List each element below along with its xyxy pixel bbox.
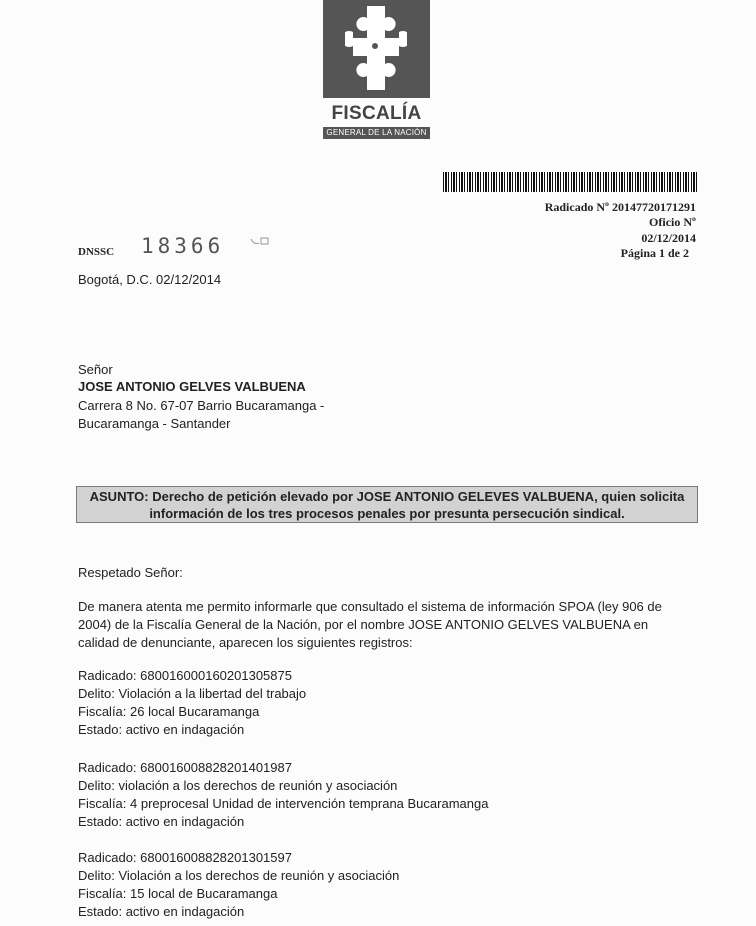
recipient-address-line1: Carrera 8 No. 67-07 Barrio Bucaramanga - (78, 398, 325, 413)
record-delito: Delito: Violación a la libertad del trabajo (78, 686, 307, 701)
record-2 (78, 759, 488, 831)
record-estado: Estado: activo en indagación (78, 904, 245, 919)
recipient-name: JOSE ANTONIO GELVES VALBUENA (78, 379, 306, 394)
record-estado: Estado: activo en indagación (78, 814, 245, 829)
city-date: Bogotá, D.C. 02/12/2014 (78, 272, 222, 287)
logo-wordmark: FISCALÍA (331, 103, 422, 124)
intro-paragraph (78, 598, 698, 652)
record-3 (78, 849, 399, 921)
record-radicado: Radicado: 680016008828201301597 (78, 850, 292, 865)
record-delito: Delito: violación a los derechos de reunión y asociación (78, 778, 398, 793)
record-radicado: Radicado: 680016008828201401987 (78, 760, 292, 775)
intro-line2: 2004) de la Fiscalía General de la Nación, por el nombre JOSE ANTONIO GELVES VALBUENA en (78, 617, 649, 632)
intro-line3: calidad de denunciante, aparecen los siguientes registros: (78, 635, 413, 650)
record-fiscalia: Fiscalía: 26 local Bucaramanga (78, 704, 260, 719)
recipient-address-line2: Bucaramanga - Santander (78, 416, 231, 431)
record-estado: Estado: activo en indagación (78, 722, 245, 737)
subject-line2: información de los tres procesos penales por presunta persecución sindical. (149, 506, 625, 521)
subject-box (76, 486, 698, 523)
record-fiscalia: Fiscalía: 4 preprocesal Unidad de intervención temprana Bucaramanga (78, 796, 489, 811)
record-fiscalia: Fiscalía: 15 local de Bucaramanga (78, 886, 278, 901)
filing-date: 02/12/2014 (641, 231, 696, 245)
radicado-number: Radicado Nº 20147720171291 (544, 200, 696, 214)
record-radicado: Radicado: 680016000160201305875 (78, 668, 292, 683)
record-1 (78, 667, 306, 739)
barcode (443, 172, 698, 192)
logo-subtitle: GENERAL DE LA NACIÓN (323, 127, 430, 139)
greeting: Respetado Señor: (78, 565, 183, 580)
recipient-title: Señor (78, 362, 113, 377)
fiscalia-logo (323, 0, 430, 98)
record-delito: Delito: Violación a los derechos de reunión y asociación (78, 868, 400, 883)
subject-line1: ASUNTO: Derecho de petición elevado por JOSE ANTONIO GELEVES VALBUENA, quien solicita (89, 489, 685, 504)
puzzle-piece-icon (345, 2, 407, 96)
page-number: Página 1 de 2 (620, 246, 689, 260)
intro-line1: De manera atenta me permito informarle que consultado el sistema de información SPOA (ley 906 de (78, 599, 662, 614)
stamp-mark-icon (250, 236, 270, 246)
dnssc-label: DNSSC (78, 246, 115, 258)
oficio-number: Oficio Nº (649, 215, 696, 229)
dnssc-stamp-number: 18366 (141, 234, 225, 258)
